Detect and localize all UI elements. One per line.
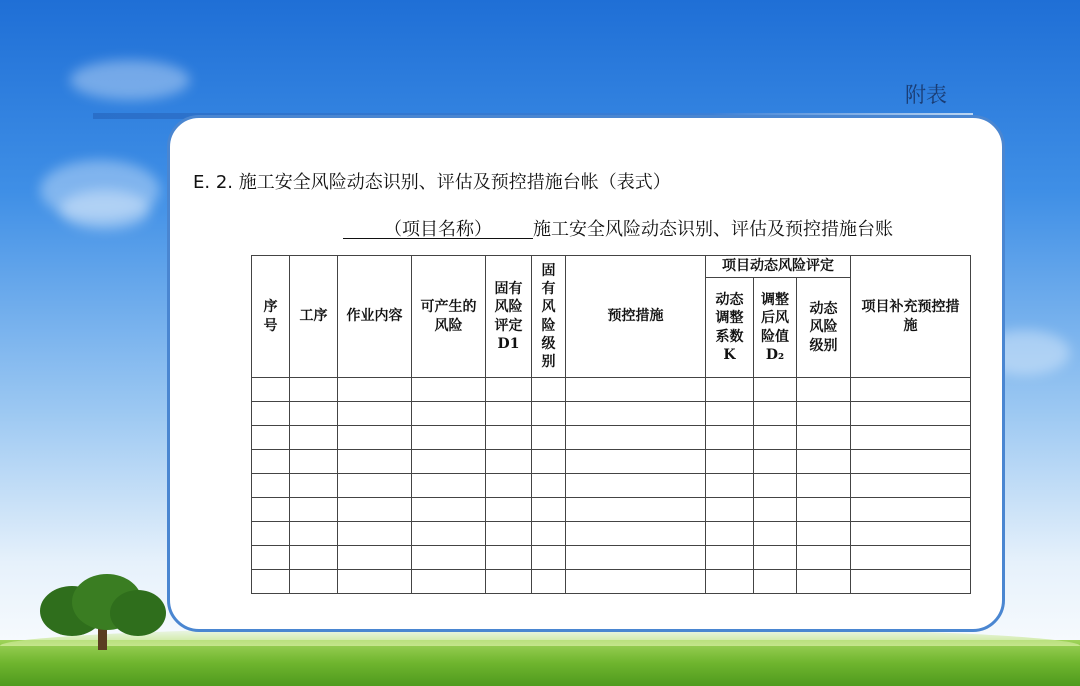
table-cell [486,402,532,426]
table-cell [338,378,412,402]
table-cell [532,522,566,546]
table-cell [797,402,851,426]
table-cell [486,546,532,570]
table-cell [706,474,754,498]
table-cell [338,522,412,546]
table-cell [851,378,971,402]
table-cell [412,378,486,402]
table-cell [706,570,754,594]
table-cell [338,474,412,498]
document-heading: E. 2. 施工安全风险动态识别、评估及预控措施台帐（表式） [193,172,671,193]
table-cell [338,570,412,594]
table-cell [486,426,532,450]
table-cell [412,450,486,474]
table-cell [851,426,971,450]
header-supplement: 项目补充预控措施 [851,256,971,378]
cloud [70,60,190,100]
table-cell [851,498,971,522]
header-dynamic-group: 项目动态风险评定 [706,256,851,278]
table-cell [338,498,412,522]
table-cell [754,402,797,426]
table-cell [532,498,566,522]
table-cell [412,522,486,546]
table-cell [797,378,851,402]
table-cell [486,522,532,546]
table-cell [851,474,971,498]
appendix-label: 附表 [905,83,947,107]
table-cell [797,522,851,546]
table-body [252,378,971,594]
table-cell [706,402,754,426]
table-cell [412,498,486,522]
table-cell [290,402,338,426]
header-measures: 预控措施 [566,256,706,378]
table-cell [252,498,290,522]
table-cell [532,570,566,594]
table-cell [486,450,532,474]
table-cell [486,498,532,522]
table-cell [851,402,971,426]
table-cell [252,546,290,570]
table-row [252,450,971,474]
table-cell [566,426,706,450]
table-cell [252,474,290,498]
table-cell [532,474,566,498]
table-cell [706,498,754,522]
header-dynamic-level: 动态风险级别 [797,278,851,378]
header-seq: 序号 [252,256,290,378]
table-cell [851,570,971,594]
table-cell [290,522,338,546]
table-cell [412,570,486,594]
table-cell [532,402,566,426]
header-inherent-level: 固有风险级别 [532,256,566,378]
table-cell [338,426,412,450]
table-cell [566,546,706,570]
header-adjusted-value: 调整后风险值D₂ [754,278,797,378]
table-row [252,498,971,522]
table-cell [706,426,754,450]
header-inherent-rating: 固有风险评定D1 [486,256,532,378]
table-cell [754,474,797,498]
table-cell [797,426,851,450]
table-cell [252,450,290,474]
table-row [252,474,971,498]
table-cell [290,450,338,474]
table-cell [566,402,706,426]
table-cell [851,450,971,474]
table-cell [290,546,338,570]
table-cell [290,498,338,522]
table-cell [566,570,706,594]
tree-illustration [36,572,168,650]
table-cell [754,546,797,570]
table-cell [486,570,532,594]
table-cell [290,378,338,402]
table-cell [338,450,412,474]
table-cell [754,450,797,474]
table-cell [290,570,338,594]
table-cell [252,570,290,594]
project-name-placeholder: （项目名称） [343,215,533,239]
table-cell [338,546,412,570]
table-cell [754,498,797,522]
table-cell [412,474,486,498]
table-cell [797,546,851,570]
header-dynamic-coef: 动态调整系数K [706,278,754,378]
table-cell [532,426,566,450]
table-cell [706,378,754,402]
header-possible-risk: 可产生的风险 [412,256,486,378]
table-cell [252,522,290,546]
table-cell [797,498,851,522]
table-cell [486,474,532,498]
header-work-content: 作业内容 [338,256,412,378]
table-cell [412,426,486,450]
table-cell [532,546,566,570]
table-cell [252,402,290,426]
table-row [252,570,971,594]
subtitle-text: 施工安全风险动态识别、评估及预控措施台账 [533,219,893,240]
table-cell [797,570,851,594]
table-row [252,546,971,570]
table-cell [412,546,486,570]
table-cell [797,450,851,474]
table-cell [412,402,486,426]
table-cell [566,450,706,474]
table-cell [252,378,290,402]
table-cell [851,546,971,570]
table-cell [797,474,851,498]
table-cell [706,522,754,546]
table-cell [566,522,706,546]
table-row [252,402,971,426]
table-cell [754,570,797,594]
table-cell [532,450,566,474]
table-row [252,522,971,546]
table-row [252,426,971,450]
document-subtitle [343,215,893,239]
table-cell [338,402,412,426]
table-cell [754,378,797,402]
table-cell [290,474,338,498]
table-row [252,378,971,402]
header-process: 工序 [290,256,338,378]
table-cell [566,498,706,522]
table-cell [754,522,797,546]
table-cell [706,450,754,474]
table-cell [754,426,797,450]
table-cell [566,474,706,498]
cloud [60,190,150,230]
table-cell [532,378,566,402]
table-cell [851,522,971,546]
table-cell [486,378,532,402]
table-cell [290,426,338,450]
table-cell [706,546,754,570]
table-cell [566,378,706,402]
risk-ledger-table [251,255,971,594]
tree-crown [110,590,166,636]
table-cell [252,426,290,450]
